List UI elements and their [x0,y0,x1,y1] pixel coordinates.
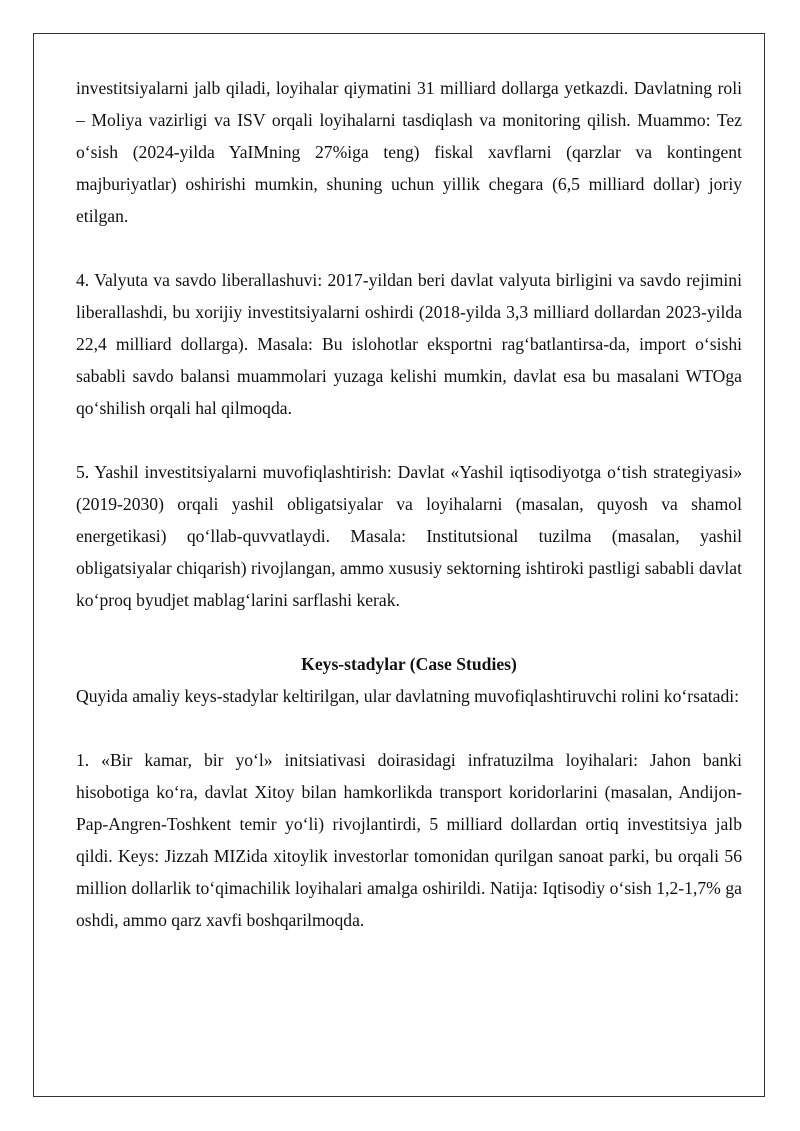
paragraph-case-studies-intro: Quyida amaliy keys-stadylar keltirilgan, ular davlatning muvofiqlashtiruvchi rolini ko‘rsatadi: [76,686,740,706]
document-body [76,72,742,936]
paragraph-spacer [76,424,742,456]
paragraph-spacer [76,232,742,264]
paragraph-spacer [76,712,742,744]
paragraph-spacer [76,616,742,648]
paragraph-ppp-continuation: investitsiyalarni jalb qiladi, loyihalar qiymatini 31 milliard dollarga yetkazdi. Davlatning roli – Moliya vazirligi va ISV orqali loyihalarni tasdiqlash va monitoring qilish. Muammo: Tez o‘sish (2024-yilda YaIMning 27%iga teng) fiskal xavflarni (qarzlar va kontingent majburiyatlar) oshirishi mumkin, shuning uchun yillik chegara (6,5 milliard dollar) joriy etilgan. [76,78,742,226]
paragraph-belt-and-road-case: 1. «Bir kamar, bir yo‘l» initsiativasi doirasidagi infratuzilma loyihalari: Jahon banki hisobotiga ko‘ra, davlat Xitoy bilan hamkorlikda transport koridorlarini (masalan, Andijon-Pap-Angren-Toshkent temir yo‘li) rivojlantirdi, 5 milliard dollardan ortiq investitsiya jalb qildi. Keys: Jizzah MIZida xitoylik investorlar tomonidan qurilgan sanoat parki, bu orqali 56 million dollarlik to‘qimachilik loyihalari amalga oshirildi. Natija: Iqtisodiy o‘sish 1,2-1,7% ga oshdi, ammo qarz xavfi boshqarilmoqda. [76,750,742,930]
paragraph-currency-trade-liberalization: 4. Valyuta va savdo liberallashuvi: 2017-yildan beri davlat valyuta birligini va savdo rejimini liberallashdi, bu xorijiy investitsiyalarni oshirdi (2018-yilda 3,3 milliard dollardan 2023-yilda 22,4 milliard dollarga). Masala: Bu islohotlar eksportni rag‘batlantirsa-da, import o‘sishi sababli savdo balansi muammolari yuzaga kelishi mumkin, davlat esa bu masalani WTOga qo‘shilish orqali hal qilmoqda. [76,270,742,418]
paragraph-green-investment: 5. Yashil investitsiyalarni muvofiqlashtirish: Davlat «Yashil iqtisodiyotga o‘tish strategiyasi» (2019-2030) orqali yashil obligatsiyalar va loyihalarni (masalan, quyosh va shamol energetikasi) qo‘llab-quvvatlaydi. Masala: Institutsional tuzilma (masalan, yashil obligatsiyalar chiqarish) rivojlangan, ammo xususiy sektorning ishtiroki pastligi sababli davlat ko‘proq byudjet mablag‘larini sarflashi kerak. [76,462,742,610]
section-heading-case-studies: Keys-stadylar (Case Studies) [301,654,517,674]
